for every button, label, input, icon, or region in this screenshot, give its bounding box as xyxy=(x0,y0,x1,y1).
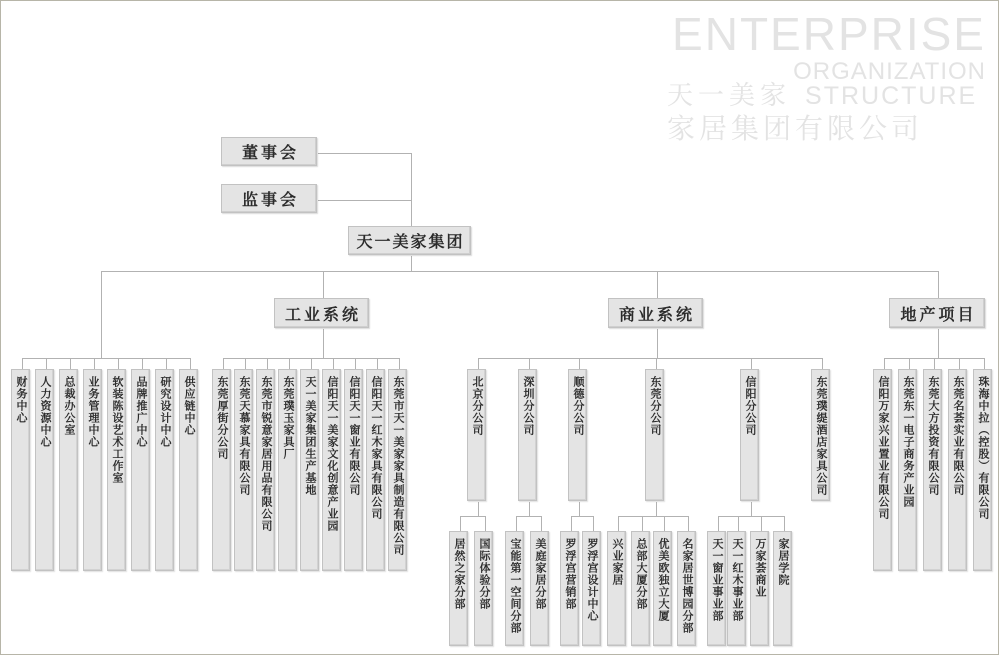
node-board-of-directors: 董事会 xyxy=(221,137,317,166)
org-node-department: 研究设计中心 xyxy=(155,369,174,571)
org-node-industrial-company: 东莞市天一美家家具制造有限公司 xyxy=(388,369,407,571)
org-node-commercial-branch: 信阳分公司 xyxy=(740,369,759,501)
connector-line xyxy=(318,200,411,201)
org-node-real-estate-company: 珠海中拉（控股）有限公司 xyxy=(973,369,992,571)
branch-commercial-system: 商业系统 xyxy=(608,298,703,328)
connector-line xyxy=(579,502,580,516)
connector-line xyxy=(784,516,785,532)
connector-line xyxy=(323,329,324,358)
org-node-commercial-branch: 顺德分公司 xyxy=(568,369,587,501)
org-node-industrial-company: 信阳天一红木家具有限公司 xyxy=(366,369,385,571)
connector-line xyxy=(642,516,643,532)
connector-line xyxy=(571,516,572,532)
org-node-commercial-division: 罗浮宫设计中心 xyxy=(582,531,601,646)
connector-line xyxy=(718,516,784,517)
branch-real-estate-projects: 地产项目 xyxy=(889,298,985,328)
connector-line xyxy=(618,516,688,517)
watermark-enterprise: ENTERPRISE xyxy=(672,8,986,60)
org-node-industrial-company: 天一美家集团生产基地 xyxy=(300,369,319,571)
org-node-department: 品牌推广中心 xyxy=(131,369,150,571)
connector-line xyxy=(738,516,739,532)
connector-line xyxy=(411,256,412,271)
watermark-brand-cn: 天一美家 xyxy=(667,80,792,110)
org-node-department: 财务中心 xyxy=(11,369,30,571)
org-node-commercial-division: 天一红木事业部 xyxy=(727,531,746,646)
connector-line xyxy=(318,153,411,154)
connector-line xyxy=(657,271,658,299)
org-node-industrial-company: 东莞天慕家具有限公司 xyxy=(234,369,253,571)
org-node-commercial-branch: 东莞分公司 xyxy=(645,369,664,501)
node-supervisory-board: 监事会 xyxy=(221,184,317,213)
org-node-industrial-company: 东莞市锐意家居用品有限公司 xyxy=(256,369,275,571)
connector-line xyxy=(664,516,665,532)
connector-line xyxy=(460,516,485,517)
connector-line xyxy=(656,502,657,516)
watermark-structure-line xyxy=(667,82,977,109)
connector-line xyxy=(101,271,938,272)
real-estate-subsidiaries-group xyxy=(873,369,992,571)
connector-line xyxy=(529,502,530,516)
org-node-commercial-division: 名家居世博园分部 xyxy=(677,531,696,646)
org-node-commercial-division: 居然之家分部 xyxy=(449,531,468,646)
connector-line xyxy=(938,329,939,358)
org-node-commercial-division: 美庭家居分部 xyxy=(530,531,549,646)
org-node-industrial-company: 东莞璞玉家具厂 xyxy=(278,369,297,571)
org-node-department: 软装陈设艺术工作室 xyxy=(107,369,126,571)
org-node-department: 业务管理中心 xyxy=(83,369,102,571)
connector-line xyxy=(938,271,939,299)
connector-line xyxy=(541,516,542,532)
watermark-structure: STRUCTURE xyxy=(805,82,978,110)
org-node-department: 供应链中心 xyxy=(179,369,198,571)
org-node-real-estate-company: 信阳万家兴业置业有限公司 xyxy=(873,369,892,571)
org-node-real-estate-company: 东莞名荟实业有限公司 xyxy=(948,369,967,571)
node-group-root: 天一美家集团 xyxy=(348,226,471,255)
org-node-commercial-division: 罗浮宫营销部 xyxy=(560,531,579,646)
connector-line xyxy=(688,516,689,532)
connector-line xyxy=(618,516,619,532)
org-node-commercial-division: 宝能第一空间分部 xyxy=(505,531,524,646)
watermark-organization: ORGANIZATION xyxy=(793,58,986,85)
org-node-department: 人力资源中心 xyxy=(35,369,54,571)
org-node-commercial-division: 天一窗业事业部 xyxy=(707,531,726,646)
connector-line xyxy=(478,502,479,516)
connector-line xyxy=(485,516,486,532)
connector-line xyxy=(751,502,752,516)
org-node-industrial-company: 信阳天一窗业有限公司 xyxy=(344,369,363,571)
org-node-commercial-branch: 深圳分公司 xyxy=(518,369,537,501)
branch-industrial-system: 工业系统 xyxy=(274,298,369,328)
org-node-industrial-company: 东莞厚街分公司 xyxy=(212,369,231,571)
org-node-real-estate-company: 东莞大方投资有限公司 xyxy=(923,369,942,571)
connector-line xyxy=(411,153,412,228)
org-node-real-estate-company: 东莞东一电子商务产业园 xyxy=(898,369,917,571)
connector-line xyxy=(101,271,102,358)
connector-line xyxy=(460,516,461,532)
industrial-subsidiaries-group xyxy=(212,369,407,571)
connector-line xyxy=(516,516,541,517)
org-node-commercial-branch: 东莞璞缇酒店家具公司 xyxy=(811,369,830,501)
org-node-industrial-company: 信阳天一美家文化创意产业园 xyxy=(322,369,341,571)
org-node-commercial-division: 国际体验分部 xyxy=(474,531,493,646)
connector-line xyxy=(22,358,190,359)
org-node-commercial-division: 家居学院 xyxy=(773,531,792,646)
org-node-commercial-division: 总部大厦分部 xyxy=(631,531,650,646)
connector-line xyxy=(593,516,594,532)
connector-line xyxy=(571,516,593,517)
connector-line xyxy=(323,271,324,299)
org-node-commercial-division: 兴业家居 xyxy=(607,531,626,646)
connector-line xyxy=(657,329,658,358)
org-node-commercial-division: 优美欧独立大厦 xyxy=(653,531,672,646)
connector-line xyxy=(718,516,719,532)
org-node-commercial-branch: 北京分公司 xyxy=(467,369,486,501)
watermark-company-cn: 家居集团有限公司 xyxy=(667,113,924,144)
connector-line xyxy=(761,516,762,532)
connector-line xyxy=(516,516,517,532)
org-node-department: 总裁办公室 xyxy=(59,369,78,571)
headquarters-departments-group xyxy=(11,369,198,571)
org-node-commercial-division: 万家荟商业 xyxy=(750,531,769,646)
